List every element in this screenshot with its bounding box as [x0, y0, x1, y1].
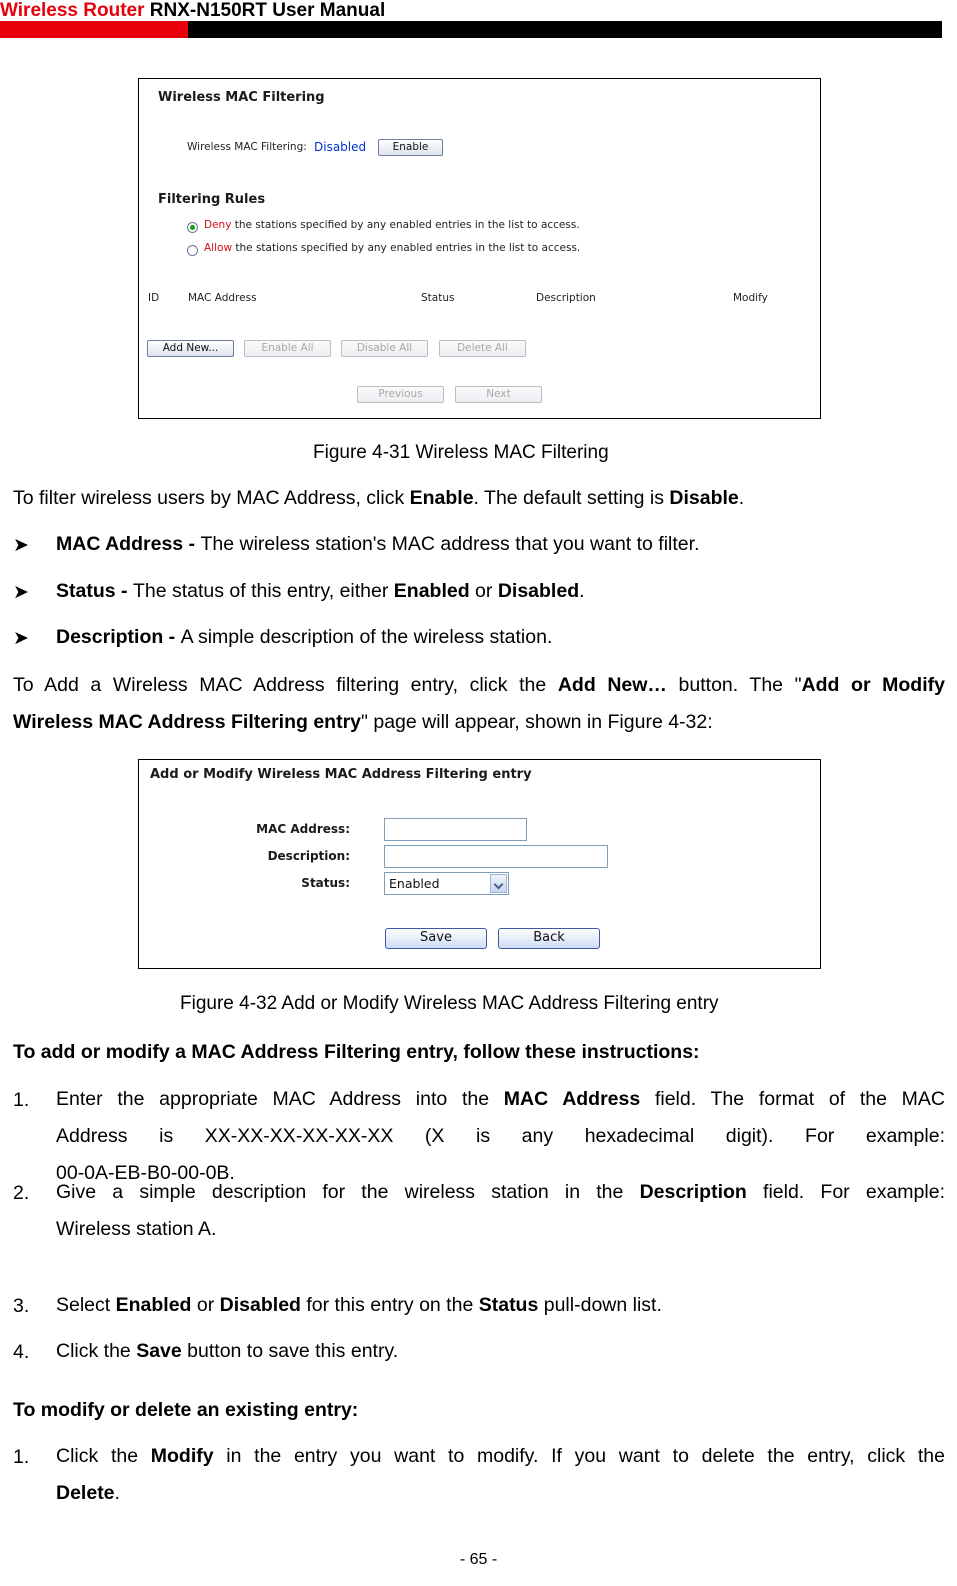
column-mac-address: MAC Address	[188, 292, 257, 304]
step4-text: Click the Save button to save this entry.	[56, 1340, 399, 1362]
filtering-rules-title: Filtering Rules	[158, 192, 266, 207]
delete-all-button[interactable]: Delete All	[439, 340, 526, 357]
mac-address-label: MAC Address:	[256, 822, 350, 836]
status-label: Status:	[301, 876, 350, 890]
add-new-paragraph-line1: To Add a Wireless MAC Address filtering entry, click the Add New… button. The "Add or Modify	[13, 674, 945, 696]
figure2-caption: Figure 4-32 Add or Modify Wireless MAC Address Filtering entry	[180, 993, 719, 1014]
fig1-title: Wireless MAC Filtering	[158, 90, 325, 105]
manual-title: Wireless Router RNX-N150RT User Manual	[0, 0, 386, 21]
step2-line1: Give a simple description for the wireless station in the Description field. For example:	[56, 1181, 945, 1203]
header-bar-black	[188, 21, 942, 38]
add-new-paragraph-line2: Wireless MAC Address Filtering entry" page will appear, shown in Figure 4-32:	[13, 711, 713, 733]
step1-line1: Enter the appropriate MAC Address into the MAC Address field. The format of the MAC	[56, 1088, 945, 1110]
step-number: 2.	[13, 1182, 30, 1204]
page-number: - 65 -	[459, 1551, 498, 1568]
disable-all-button[interactable]: Disable All	[341, 340, 428, 357]
modify-step1-line2: Delete.	[56, 1482, 120, 1504]
step-number: 1.	[13, 1446, 30, 1468]
description-input[interactable]	[384, 845, 608, 868]
column-status: Status	[421, 292, 455, 304]
status-select[interactable]: Enabled	[384, 872, 509, 895]
step-number: 3.	[13, 1295, 30, 1317]
modify-step1-line1: Click the Modify in the entry you want to modify. If you want to delete the entry, click the	[56, 1445, 945, 1467]
step2-line2: Wireless station A.	[56, 1218, 217, 1240]
filtering-label: Wireless MAC Filtering:	[187, 141, 307, 153]
filtering-status-value: Disabled	[314, 140, 367, 154]
header-bar-red	[0, 21, 188, 38]
bullet-status: Status - The status of this entry, either Enabled or Disabled.	[56, 580, 585, 602]
figure-add-modify-entry	[138, 759, 821, 969]
mac-address-input[interactable]	[384, 818, 527, 841]
previous-button[interactable]: Previous	[357, 386, 444, 403]
add-new-button[interactable]: Add New...	[147, 340, 234, 357]
allow-rule-text: Allow the stations specified by any enabled entries in the list to access.	[204, 242, 581, 254]
figure-wireless-mac-filtering	[138, 78, 821, 419]
step1-line2: Address is XX-XX-XX-XX-XX-XX (X is any hexadecimal digit). For example:	[56, 1125, 945, 1147]
column-modify: Modify	[733, 292, 768, 304]
enable-all-button[interactable]: Enable All	[244, 340, 331, 357]
enable-button[interactable]: Enable	[378, 139, 443, 156]
column-id: ID	[148, 292, 160, 304]
step1-line3: 00-0A-EB-B0-00-0B.	[56, 1162, 235, 1184]
allow-radio[interactable]	[187, 245, 198, 256]
description-label: Description:	[267, 849, 350, 863]
page-header	[0, 0, 950, 40]
bullet-arrow-icon: ➤	[13, 535, 29, 556]
step3-text: Select Enabled or Disabled for this entry on the Status pull-down list.	[56, 1294, 662, 1316]
deny-radio[interactable]	[187, 222, 198, 233]
bullet-description: Description - A simple description of the wireless station.	[56, 626, 553, 648]
modify-heading: To modify or delete an existing entry:	[13, 1399, 359, 1421]
step-number: 1.	[13, 1089, 30, 1111]
deny-rule-text: Deny the stations specified by any enabled entries in the list to access.	[204, 219, 580, 231]
bullet-mac-address: MAC Address - The wireless station's MAC address that you want to filter.	[56, 533, 700, 555]
save-button[interactable]: Save	[385, 928, 487, 949]
column-description: Description	[536, 292, 596, 304]
bullet-arrow-icon: ➤	[13, 628, 29, 649]
next-button[interactable]: Next	[455, 386, 542, 403]
back-button[interactable]: Back	[498, 928, 600, 949]
intro-paragraph: To filter wireless users by MAC Address, click Enable. The default setting is Disable.	[13, 487, 745, 509]
chevron-down-icon[interactable]	[490, 874, 507, 893]
figure1-caption: Figure 4-31 Wireless MAC Filtering	[313, 442, 609, 463]
step-number: 4.	[13, 1341, 30, 1363]
instructions-heading: To add or modify a MAC Address Filtering entry, follow these instructions:	[13, 1041, 700, 1063]
fig2-title: Add or Modify Wireless MAC Address Filtering entry	[150, 767, 532, 782]
bullet-arrow-icon: ➤	[13, 582, 29, 603]
